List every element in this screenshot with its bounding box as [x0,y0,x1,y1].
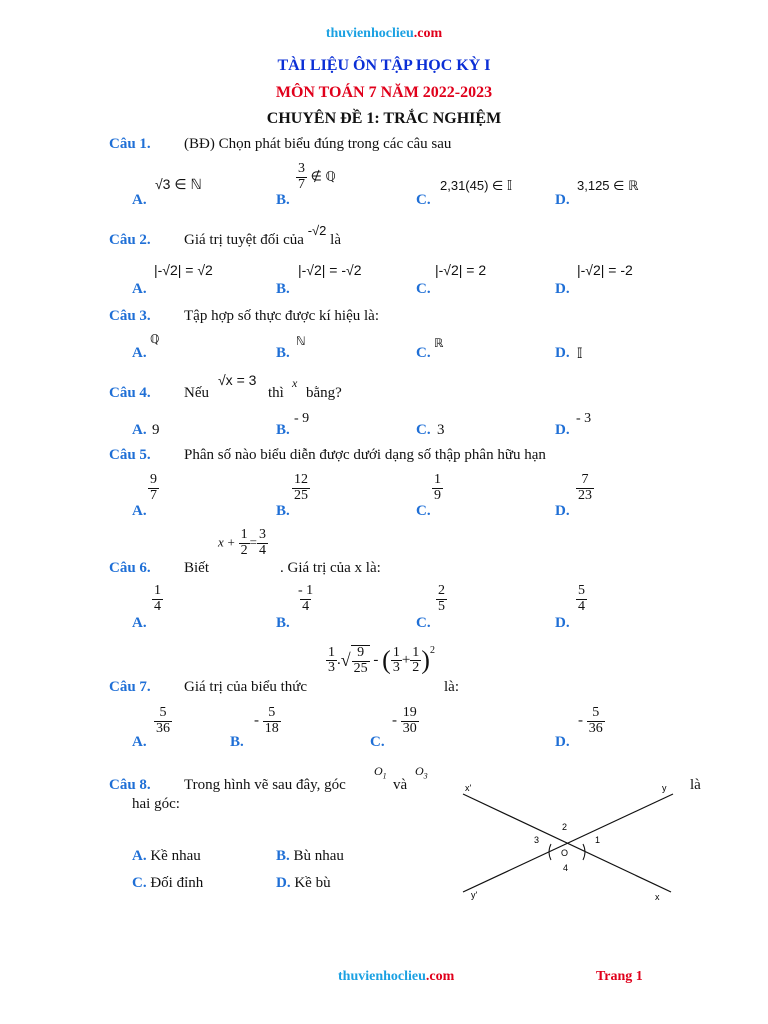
angle-arc-1 [583,844,585,860]
doc-title-line3: CHUYÊN ĐỀ 1: TRẮC NGHIỆM [266,110,502,127]
option-expr: |-√2| = -√2 [298,262,362,278]
option-letter: D. [555,345,570,361]
option-expr: 9 [152,422,160,438]
option-letter: C. [416,192,431,208]
option-letter: A. [132,281,147,297]
option-fraction: - $\frac{5}{36}$ [578,705,603,736]
option-expr: 2,31(45) ∈ 𝕀 [440,178,513,193]
option-letter: C. [416,281,431,297]
question-text: Nếu [184,385,209,401]
option-letter: D. [555,422,570,438]
option-letter: A. [132,192,147,208]
intersecting-lines-figure [455,772,685,902]
question-label: Câu 8. [109,777,151,793]
option-letter: A. [132,615,147,631]
question-var: x [292,376,298,390]
option-letter: A. [132,503,147,519]
question-text: bằng? [306,385,342,401]
brand-text: thuvienhoclieu [325,26,414,41]
question-text: (BĐ) Chọn phát biểu đúng trong các câu sau [184,136,452,152]
label-x-prime: x' [465,783,472,793]
option-fraction: $\frac{1}{4}$ [154,583,161,614]
question-text [184,223,341,249]
option-letter: C. [370,734,385,750]
option-letter: B. [276,615,290,631]
option-letter: A. [132,734,147,750]
question-text: hai góc: [132,796,180,812]
question-label: Câu 4. [109,385,151,401]
option-expr: 3 [437,422,445,438]
option-letter: A. [132,422,147,438]
option-expr: - 9 [294,411,310,426]
question-label: Câu 7. [109,679,151,695]
option-expr: |-√2| = 2 [435,262,487,278]
question-text-before: Giá trị tuyệt đối của [184,232,304,248]
option-expr: 𝕀 [577,345,583,361]
label-angle-4: 4 [563,863,569,873]
question-label: Câu 1. [109,136,151,152]
option-letter: B. [276,422,290,438]
option-fraction: $\frac{5}{36}$ [156,705,170,736]
label-y-prime: y' [471,890,478,900]
option-letter: B. [276,192,290,208]
option-letter: C. [416,345,431,361]
option-fraction: $\frac{5}{4}$ [578,583,585,614]
question-label: Câu 2. [109,232,151,248]
option-letter: B. [230,734,244,750]
option-item: C. Đối đỉnh [132,875,204,891]
header-brand[interactable] [0,26,768,42]
option-letter: D. [555,192,570,208]
doc-title-line2: MÔN TOÁN 7 NĂM 2022-2023 [275,84,493,101]
option-expr: ℝ [434,336,444,350]
label-angle-2: 2 [562,822,568,832]
option-letter: C. [416,503,431,519]
label-angle-3: 3 [534,835,540,845]
question-text: Giá trị của biểu thức [184,679,308,695]
option-expr: 3,125 ∈ ℝ [577,178,639,193]
brand-domain: .com [413,26,443,41]
option-expr: |-√2| = -2 [577,262,633,278]
angle-label: $O_1$ [374,764,387,781]
option-expr: ℚ [150,332,160,346]
question-text-after: là [330,232,341,248]
option-expr: $\frac{3}{7}$ ∉ ℚ [298,161,336,192]
question-expr: -√2 [307,223,327,238]
option-item: B. Bù nhau [276,848,344,864]
option-letter: D. [555,281,570,297]
question-equation: x + $\frac{1}{2}$ = $\frac{3}{4}$ [218,527,266,558]
option-expr: √3 ∈ ℕ [155,176,202,192]
option-fraction: $\frac{7}{23}$ [578,472,592,503]
option-letter: C. [416,422,431,438]
question-text: và [393,777,408,793]
footer-brand-text: thuvienhoclieu [338,969,426,984]
angle-label: $O_3$ [415,764,428,781]
doc-title-line1: TÀI LIỆU ÔN TẬP HỌC KỲ I [277,57,491,74]
option-expr: - 3 [576,411,592,426]
label-x: x [655,892,660,902]
question-text: . Giá trị của x là: [280,560,381,576]
question-text: là [690,777,701,793]
question-text: là: [444,679,459,695]
option-item: A. Kề nhau [132,848,201,864]
option-letter: D. [555,615,570,631]
option-letter: B. [276,281,290,297]
footer-brand-domain: .com [425,969,455,984]
page-number: Trang 1 [596,969,643,984]
label-y: y [662,783,667,793]
question-text: Phân số nào biểu diễn được dưới dạng số thập phân hữu hạn [184,447,546,463]
label-angle-1: 1 [595,835,601,845]
question-text: thì [268,385,284,401]
option-letter: C. [416,615,431,631]
option-fraction: - $\frac{5}{18}$ [254,705,279,736]
question-label: Câu 3. [109,308,151,324]
question-expression: $\frac{1}{3}$ .√ $\frac{9}{25}$ - ( $\frac{1}{3}$ + $\frac{1}{2}$ )$^2$ [328,644,435,676]
option-item: D. Kề bù [276,875,331,891]
question-label: Câu 5. [109,447,151,463]
option-fraction: $\frac{12}{25}$ [294,472,308,503]
option-fraction: $\frac{- 1}{4}$ [298,583,314,614]
option-fraction: $\frac{1}{9}$ [434,472,441,503]
option-letter: D. [555,503,570,519]
label-o: O [561,848,569,858]
question-label: Câu 6. [109,560,151,576]
option-letter: B. [276,503,290,519]
option-fraction: $\frac{9}{7}$ [150,472,157,503]
option-fraction: - $\frac{19}{30}$ [392,705,417,736]
option-letter: B. [276,345,290,361]
option-expr: ℕ [296,334,306,348]
option-fraction: $\frac{2}{5}$ [438,583,445,614]
option-letter: A. [132,345,147,361]
option-expr: |-√2| = √2 [154,262,213,278]
question-text: Tập hợp số thực được kí hiệu là: [184,308,379,324]
question-expr: √x = 3 [218,372,257,388]
option-letter: D. [555,734,570,750]
question-text: Biết [184,560,209,576]
question-text: Trong hình vẽ sau đây, góc [184,777,346,793]
footer-brand[interactable] [338,969,454,985]
